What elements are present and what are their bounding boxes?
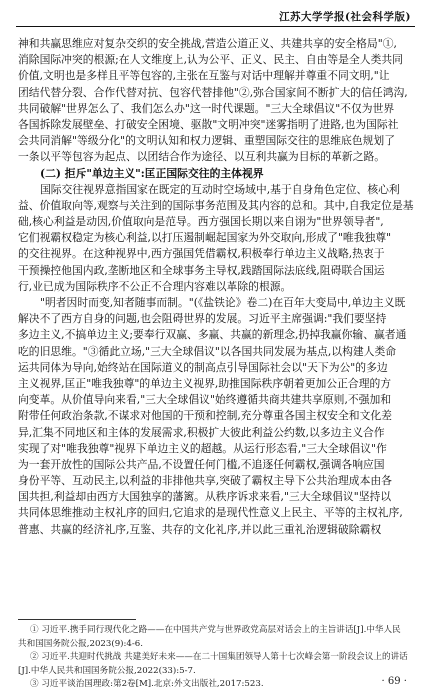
body-text-line: 异,汇集不同地区和主体的发展需求,积极扩大彼此利益公约数,以多边主义合作 xyxy=(18,425,385,439)
body-text-line: 础,核心利益是动因,价值取向是范导。西方强国长期以来自诩为"世界领导者", xyxy=(18,215,384,229)
body-text-line: 一条以平等包容为起点、以团结合作为途径、以互利共赢为目标的革新之路。 xyxy=(18,150,386,164)
body-text-line: 干预操控他国内政,垄断地区和全球事务主导权,践踏国际法底线,阻碍联合国运 xyxy=(18,263,385,277)
body-text-line: 益、价值取向等,观察与关注到的国际事务范围及其内容的总和。其中,自我定位是基 xyxy=(18,198,414,212)
body-text-line: 实现了对"唯我独尊"视界下单边主义的超越。从运行形态看,"三大全球倡议"作 xyxy=(18,441,387,455)
body-text-line: 会共同消解"等级分化"的文明认知和权力逻辑、重塑国际交往的思维底色规划了 xyxy=(18,134,396,148)
running-header xyxy=(0,0,427,30)
header-divider xyxy=(16,26,415,27)
body-text-line: 主义视界,匡正"唯我独尊"的单边主义视界,助推国际秩序朝着更加公正合理的方 xyxy=(18,376,392,390)
body-text-line: 国际交往视界意指国家在既定的互动时空场域中,基于自身角色定位、核心利 xyxy=(40,182,400,196)
body-text-line: 为一套开放性的国际公共产品,不设置任何门槛,不追逐任何霸权,强调各响应国 xyxy=(18,457,385,471)
body-text-line: 共同破解"世界怎么了、我们怎么办"这一时代课题。"三大全球倡议"不仅为世界 xyxy=(18,101,395,115)
body-text-line: 消除国际冲突的根源;在人文维度上,认为公平、正义、民主、自由等是全人类共同 xyxy=(18,53,403,67)
footnote-line: ① 习近平.携手同行现代化之路——在中国共产党与世界政党高层对话会上的主旨讲话[J].中华人民 xyxy=(30,625,401,635)
body-text-line: 神和共赢思维应对复杂交织的安全挑战,营造公道正义、共建共享的安全格局"①, xyxy=(18,37,397,50)
body-text-line: "明者因时而变,知者随事而制。"(《盐铁论》卷二)在百年大变局中,单边主义既 xyxy=(40,296,406,309)
footnote-divider xyxy=(18,619,136,620)
body-text-line: 价值,文明也是多样且平等包容的,主张在互鉴与对话中理解并尊重不同文明,"让 xyxy=(18,69,390,83)
body-text-line: 向变革。从价值导向来看,"三大全球倡议"始终遵循共商共建共享原则,不强加和 xyxy=(18,393,392,407)
footnote-line: 共和国国务院公报,2023(9):4-6. xyxy=(18,638,143,649)
body-text-line: 的交往视界。在这种视界中,西方强国凭借霸权,积极奉行单边主义战略,热衷于 xyxy=(18,247,385,261)
body-text-line: 共同体思维推动主权礼序的回归,它追求的是现代性意义上民主、平等的主权礼序, xyxy=(18,506,403,520)
body-text-line: 各国拆除发展壁垒、打破安全困境、驱散"文明冲突"迷雾指明了进路,也为国际社 xyxy=(18,117,399,131)
body-text-line: 吃的旧思维。"③循此立场,"三大全球倡议"以各国共同发展为基点,以构建人类命 xyxy=(18,344,397,358)
footnote-list xyxy=(18,624,416,692)
footnote-line: ③ 习近平谈治国理政:第2卷[M].北京:外文出版社,2017:523. xyxy=(30,679,264,690)
body-text-line: 身份平等、互动民主,以利益的非排他共享,突破了霸权主导下公共治理成本由各 xyxy=(18,474,392,488)
footnote-line: [J].中华人民共和国国务院公报,2022(33):5-7. xyxy=(18,665,196,676)
body-text-line: 附带任何政治条款,不谋求对他国的干预和控制,充分尊重各国主权安全和文化差 xyxy=(18,409,392,423)
footnotes-section xyxy=(18,619,416,692)
journal-title: 江苏大学学报(社会科学版) xyxy=(279,11,411,23)
body-text-line: 运共同体为导向,始终站在国际道义的制高点引导国际社会以"天下为公"的多边 xyxy=(18,360,388,374)
body-text xyxy=(18,36,416,538)
body-text-line: 普惠、共赢的经济礼序,互鉴、共存的文化礼序,并以此三重礼治逻辑破除霸权 xyxy=(18,522,382,536)
body-text-line: 团结代替分裂、合作代替对抗、包容代替排他"②,弥合国家间不断扩大的信任鸿沟, xyxy=(18,85,408,99)
body-text-line: 国共担,利益却由西方大国独享的藩篱。从秩序诉求来看,"三大全球倡议"坚持以 xyxy=(18,490,392,504)
body-text-line: 解决不了西方自身的问题,也会阻碍世界的发展。习近平主席强调:"我们要坚持 xyxy=(18,312,387,326)
body-text-line: 行,业已成为国际秩序不公正不合理内容难以革除的根源。 xyxy=(18,279,292,293)
footnote-line: ② 习近平.共迎时代挑战 共建美好未来——在二十国集团领导人第十七次峰会第一阶段会议上的讲话 xyxy=(30,652,408,663)
page-number: · 69 · xyxy=(381,676,407,687)
section-heading: (二) 拒斥"单边主义":匡正国际交往的主体视界 xyxy=(40,166,264,180)
body-text-line: 多边主义,不搞单边主义;要奉行双赢、多赢、共赢的新理念,扔掉我赢你输、赢者通 xyxy=(18,328,407,342)
body-text-line: 它们视霸权稳定为核心利益,以打压遏制崛起国家为外交取向,形成了"唯我独尊" xyxy=(18,231,392,245)
